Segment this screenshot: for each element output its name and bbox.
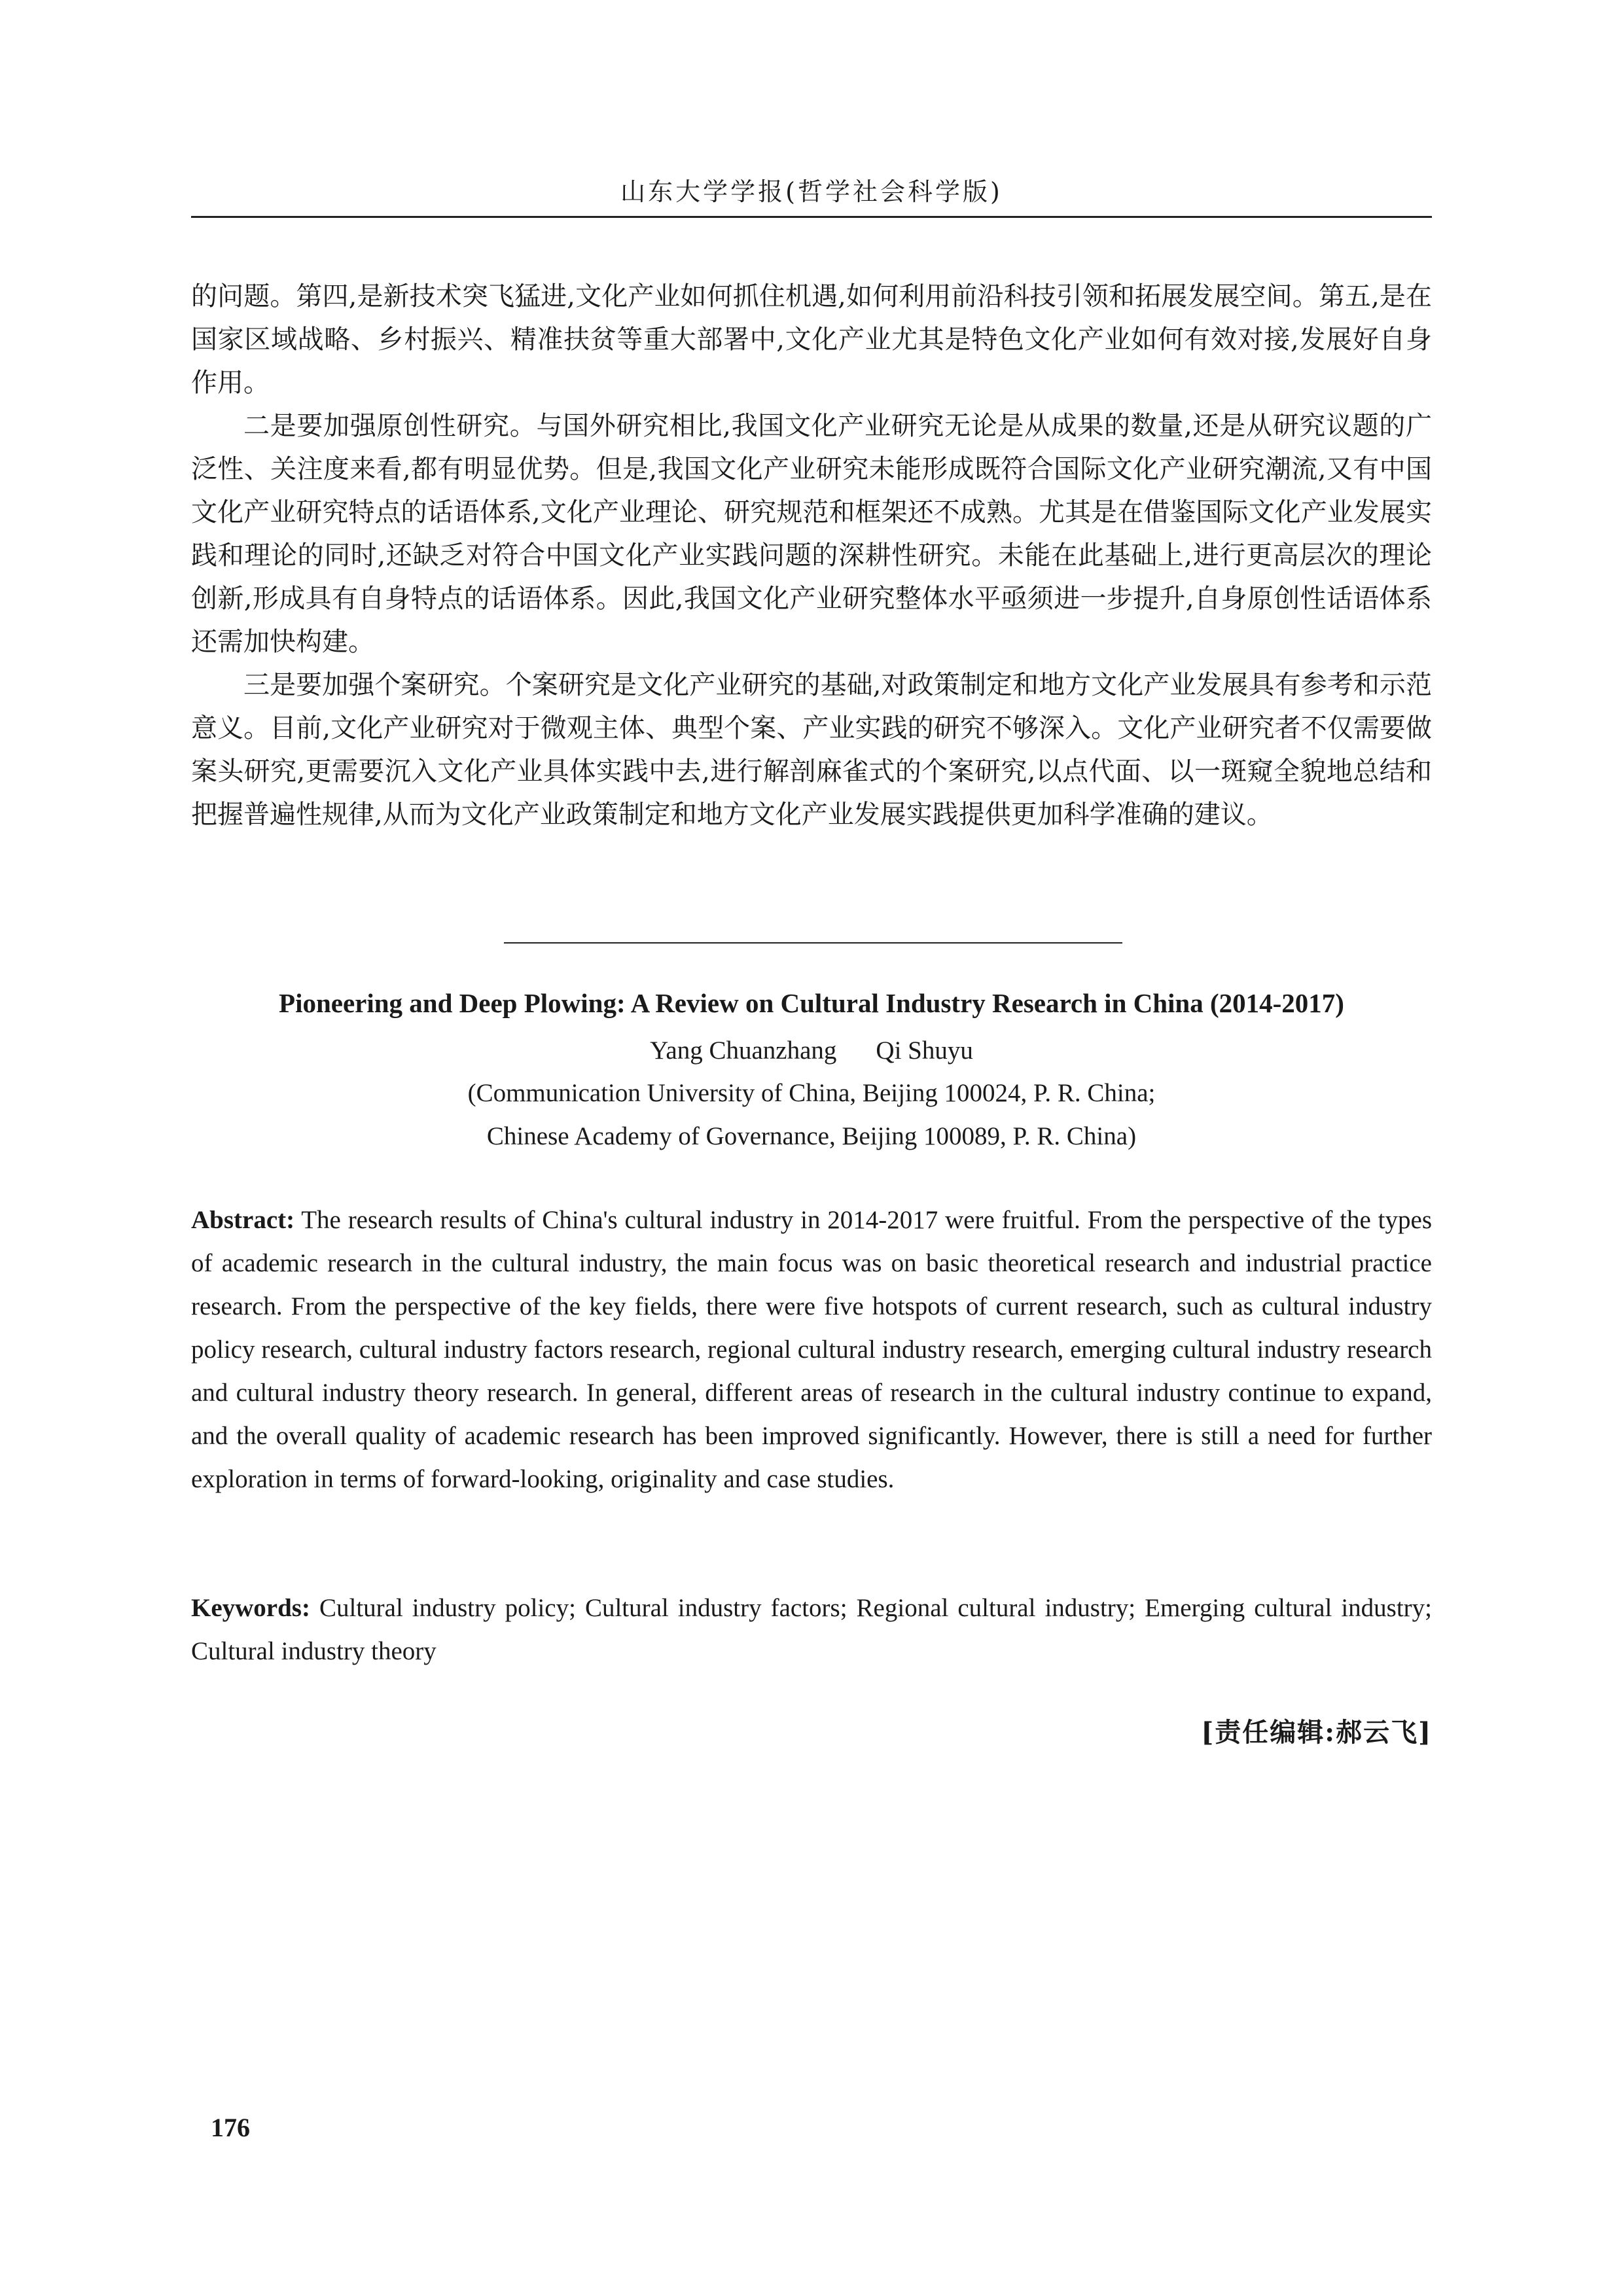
author-1: Yang Chuanzhang [650,1036,837,1065]
section-divider [504,942,1122,944]
english-title: Pioneering and Deep Plowing: A Review on Cultural Industry Research in China (2014-2017) [279,988,1344,1018]
body-paragraph-2: 二是要加强原创性研究。与国外研究相比,我国文化产业研究无论是从成果的数量,还是从研究议题的广泛性、关注度来看,都有明显优势。但是,我国文化产业研究未能形成既符合国际文化产业研究潮流,又有中国文化产业研究特点的话语体系,文化产业理论、研究规范和框架还不成熟。尤其是在借鉴国际文化产业发展实践和理论的同时,还缺乏对符合中国文化产业实践问题的深耕性研究。未能在此基础上,进行更高层次的理论创新,形成具有自身特点的话语体系。因此,我国文化产业研究整体水平亟须进一步提升,自身原创性话语体系还需加快构建。 [191,411,1432,657]
running-header: 山东大学学报(哲学社会科学版) [620,177,1003,206]
english-affiliations [191,1072,1432,1158]
english-keywords [191,1587,1432,1673]
english-authors [191,1029,1432,1072]
affiliation-1: (Communication University of China, Beijing 100024, P. R. China; [467,1079,1156,1107]
affiliation-2: Chinese Academy of Governance, Beijing 100089, P. R. China) [486,1122,1137,1150]
header-rule [191,216,1432,218]
body-paragraph-3: 三是要加强个案研究。个案研究是文化产业研究的基础,对政策制定和地方文化产业发展具有参考和示范意义。目前,文化产业研究对于微观主体、典型个案、产业实践的研究不够深入。文化产业研究者不仅需要做案头研究,更需要沉入文化产业具体实践中去,进行解剖麻雀式的个案研究,以点代面、以一斑窥全貌地总结和把握普遍性规律,从而为文化产业政策制定和地方文化产业发展实践提供更加科学准确的建议。 [191,670,1432,830]
chinese-body-text [191,275,1432,836]
responsible-editor: [责任编辑:郝云飞] [1201,1717,1432,1748]
body-paragraph-1: 的问题。第四,是新技术突飞猛进,文化产业如何抓住机遇,如何利用前沿科技引领和拓展发展空间。第五,是在国家区域战略、乡村振兴、精准扶贫等重大部署中,文化产业尤其是特色文化产业如何有效对接,发展好自身作用。 [191,281,1432,398]
page-number: 176 [211,2113,250,2142]
author-2: Qi Shuyu [876,1036,973,1065]
abstract-text: The research results of China's cultural industry in 2014-2017 were fruitful. From the perspective of the types of academic research in the cultural industry, the main focus was on basic theoretical research and industrial practice research. From the perspective of the key fields, there were five hotspots of current research, such as cultural industry policy research, cultural industry factors research, regional cultural industry research, emerging cultural industry research and cultural industry theory research. In general, different areas of research in the cultural industry continue to expand, and the overall quality of academic research has been improved significantly. However, there is still a need for further exploration in terms of forward-looking, originality and case studies. [191,1206,1432,1493]
keywords-label: Keywords: [191,1594,310,1622]
abstract-label: Abstract: [191,1206,295,1234]
keywords-text: Cultural industry policy; Cultural industry factors; Regional cultural industry; Emerging cultural industry; Cultural industry theory [191,1594,1432,1665]
english-abstract [191,1199,1432,1501]
